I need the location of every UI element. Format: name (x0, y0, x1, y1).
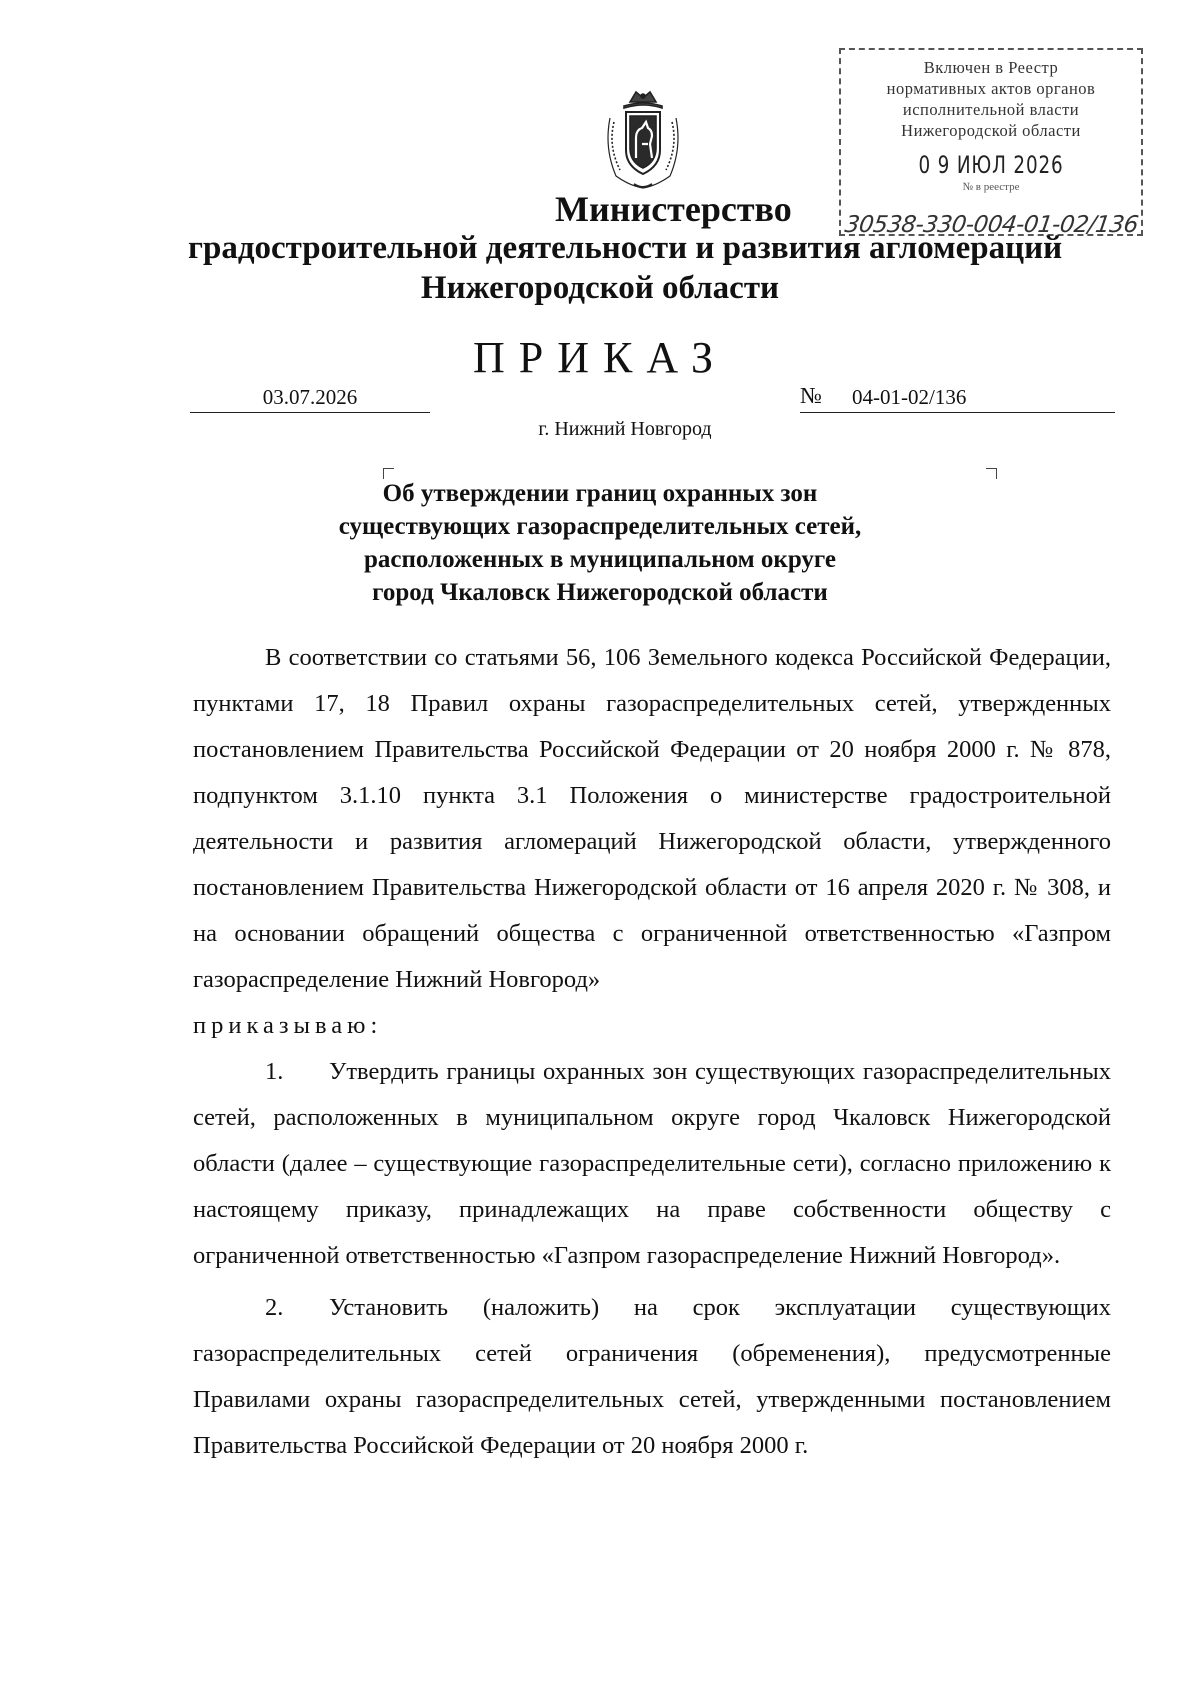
item-text: Установить (наложить) на срок эксплуатации существующих газораспределительных сетей ограничения (обременения), предусмотренные Правилами охраны газораспределительных сетей, утвержденными постановлением Правительства Российской Федерации от 20 ноября 2000 г. (193, 1294, 1111, 1459)
subject-line: Об утверждении границ охранных зон (382, 480, 818, 507)
order-body (193, 635, 1111, 1469)
stamp-registry-label: № в реестре (962, 181, 1020, 193)
stamp-registry-number: 30538-330-004-01-02/136 (843, 212, 1140, 238)
order-word: приказываю: (193, 1012, 383, 1039)
subject-line: расположенных в муниципальном округе (363, 546, 837, 573)
order-number-label: № (800, 383, 822, 408)
subject-line: город Чкаловск Нижегородской области (372, 579, 828, 606)
item-text: Утвердить границы охранных зон существующих газораспределительных сетей, расположенных в муниципальном округе город Чкаловск Нижегородской области (далее – существующие газораспределительные сети), согласно приложению к настоящему приказу, принадлежащих на праве собственности обществу с ограниченной ответственностью «Газпром газораспределение Нижний Новгород». (193, 1058, 1111, 1269)
order-number: 04-01-02/136 (800, 385, 1115, 413)
stamp-line: нормативных актов органов (886, 79, 1096, 98)
item-number: 2. (265, 1294, 284, 1321)
registry-stamp (839, 48, 1143, 236)
stamp-line: Включен в Реестр (923, 58, 1059, 77)
order-item (193, 1285, 1111, 1469)
stamp-date: 0 9 ИЮЛ 2026 (918, 151, 1064, 179)
order-city: г. Нижний Новгород (538, 418, 712, 440)
stamp-line: исполнительной власти (902, 100, 1080, 119)
document-type-title: ПРИКАЗ (472, 333, 728, 382)
preamble-paragraph: В соответствии со статьями 56, 106 Земельного кодекса Российской Федерации, пунктами 17, 18 Правил охраны газораспределительных сетей, утвержденных постановлением Правительства Российской Федерации от 20 ноября 2000 г. № 878, подпунктом 3.1.10 пункта 3.1 Положения о министерстве градостроительной деятельности и развития агломераций Нижегородской области, утвержденного постановлением Правительства Нижегородской области от 16 апреля 2020 г. № 308, и на основании обращений общества с ограниченной ответственностью «Газпром газораспределение Нижний Новгород» (193, 644, 1111, 993)
item-number: 1. (265, 1058, 284, 1085)
ministry-name-line-1: Министерство (555, 189, 792, 229)
order-date: 03.07.2026 (190, 385, 430, 413)
coat-of-arms-icon (600, 88, 686, 192)
ministry-name-line-3: Нижегородской области (420, 270, 780, 306)
stamp-line: Нижегородской области (901, 121, 1081, 140)
ministry-name-line-2: градостроительной деятельности и развития агломераций (188, 230, 1063, 266)
order-subject (0, 477, 1200, 609)
order-item (193, 1049, 1111, 1279)
subject-line: существующих газораспределительных сетей, (338, 513, 862, 540)
